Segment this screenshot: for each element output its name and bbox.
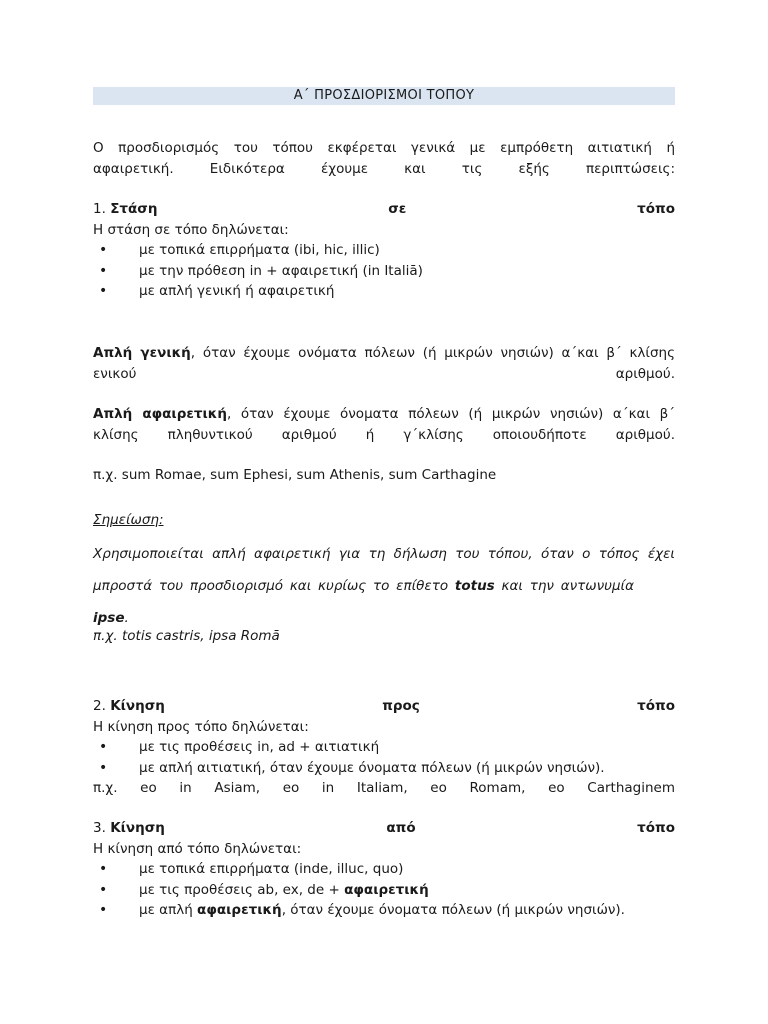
item-2-text: με τις προθέσεις ab, ex, de + (139, 881, 345, 898)
ablative-paragraph (93, 404, 675, 445)
list-item (93, 900, 675, 921)
list-item (93, 880, 675, 901)
section-2-list (93, 737, 675, 778)
section-3-word-2: από (386, 820, 416, 836)
genitive-line-2: ενικού αριθμού. (93, 365, 675, 382)
section-2-lead: Η κίνηση προς τόπο δηλώνεται: (93, 718, 309, 735)
section-3-heading (93, 818, 675, 839)
section-2-word-1: Κίνηση (110, 698, 165, 714)
page-title: Α΄ ΠΡΟΣΔΙΟΡΙΣΜΟΙ ΤΟΠΟΥ (93, 87, 675, 105)
section-3-word-1: Κίνηση (110, 820, 165, 836)
note-line-2-text-c: . (124, 610, 129, 626)
note-line-2-text-a: μπροστά του προσδιορισμό και κυρίως το επίθετο (93, 578, 455, 594)
section-1-heading (93, 199, 675, 220)
section-1-word-3: τόπο (637, 201, 675, 217)
note-heading (93, 510, 675, 531)
list-item: • με τοπικά επιρρήματα (ibi, hic, illic) (93, 240, 675, 261)
list-item: • με τις προθέσεις in, ad + αιτιατική (93, 737, 675, 758)
example-1: π.χ. sum Romae, sum Ephesi, sum Athenis, sum Carthagine (93, 467, 497, 483)
item-2-bold: αφαιρετική (344, 881, 429, 898)
section-3-lead: Η κίνηση από τόπο δηλώνεται: (93, 840, 302, 857)
note-line-1: Χρησιμοποιείται απλή αφαιρετική για τη δήλωση του τόπου, όταν ο τόπος έχει (93, 546, 675, 562)
note-line-2-text-b: και την αντωνυμία (494, 578, 635, 594)
ablative-text: , όταν έχουμε όνοματα πόλεων (ή μικρών νησιών) α΄και β΄ (226, 406, 676, 422)
section-2-word-2: προς (382, 698, 420, 714)
list-item: • με απλή γενική ή αφαιρετική (93, 281, 675, 302)
genitive-paragraph (93, 343, 675, 384)
section-2-heading (93, 696, 675, 717)
section-1-word-1: Στάση (110, 201, 158, 217)
list-item: • με τοπικά επιρρήματα (inde, illuc, quo) (93, 859, 675, 880)
note-example: π.χ. totis castris, ipsa Romā (93, 628, 280, 644)
ablative-line-2: κλίσης πληθυντικού αριθμού ή γ΄κλίσης οποιουδήποτε αριθμού. (93, 426, 675, 443)
section-3 (93, 818, 675, 921)
item-3-text-b: , όταν έχουμε όνοματα πόλεων (ή μικρών νησιών). (281, 902, 625, 918)
list-item: • με την πρόθεση in + αφαιρετική (in Italiā) (93, 261, 675, 282)
section-1-list (93, 240, 675, 302)
note-heading-text: Σημείωση: (93, 512, 164, 528)
section-1-word-2: σε (388, 201, 407, 217)
item-3-text-a: με απλή (139, 902, 198, 918)
note-word-totus: totus (454, 578, 495, 594)
section-1-lead: Η στάση σε τόπο δηλώνεται: (93, 221, 289, 238)
section-3-number: 3. (93, 820, 106, 836)
note-word-ipse: ipse (93, 610, 125, 626)
genitive-line-1 (93, 343, 675, 364)
section-1-number: 1. (93, 201, 106, 217)
item-3-bold: αφαιρετική (197, 902, 282, 918)
intro-line-1: Ο προσδιορισμός του τόπου εκφέρεται γενικά με εμπρόθετη αιτιατική ή (93, 140, 675, 156)
section-2-word-3: τόπο (637, 698, 675, 714)
genitive-term: Απλή γενική (93, 345, 191, 361)
note-body (93, 538, 675, 634)
section-3-list (93, 859, 675, 921)
section-2-number: 2. (93, 698, 106, 714)
intro-paragraph (93, 138, 675, 179)
section-1 (93, 199, 675, 302)
genitive-text: , όταν έχουμε ονόματα πόλεων (ή μικρών νησιών) α΄και β΄ κλίσης (190, 345, 675, 361)
ablative-term: Απλή αφαιρετική (93, 406, 227, 422)
section-2 (93, 696, 675, 799)
section-2-example: π.χ. eo in Asiam, eo in Italiam, eo Romam, eo Carthaginem (93, 780, 675, 796)
ablative-line-1 (93, 404, 675, 425)
note-line-2 (93, 570, 675, 634)
section-3-word-3: τόπο (637, 820, 675, 836)
intro-line-2: αφαιρετική. Ειδικότερα έχουμε και τις εξής περιπτώσεις: (93, 160, 675, 177)
list-item: • με απλή αιτιατική, όταν έχουμε όνοματα πόλεων (ή μικρών νησιών). (93, 758, 675, 779)
